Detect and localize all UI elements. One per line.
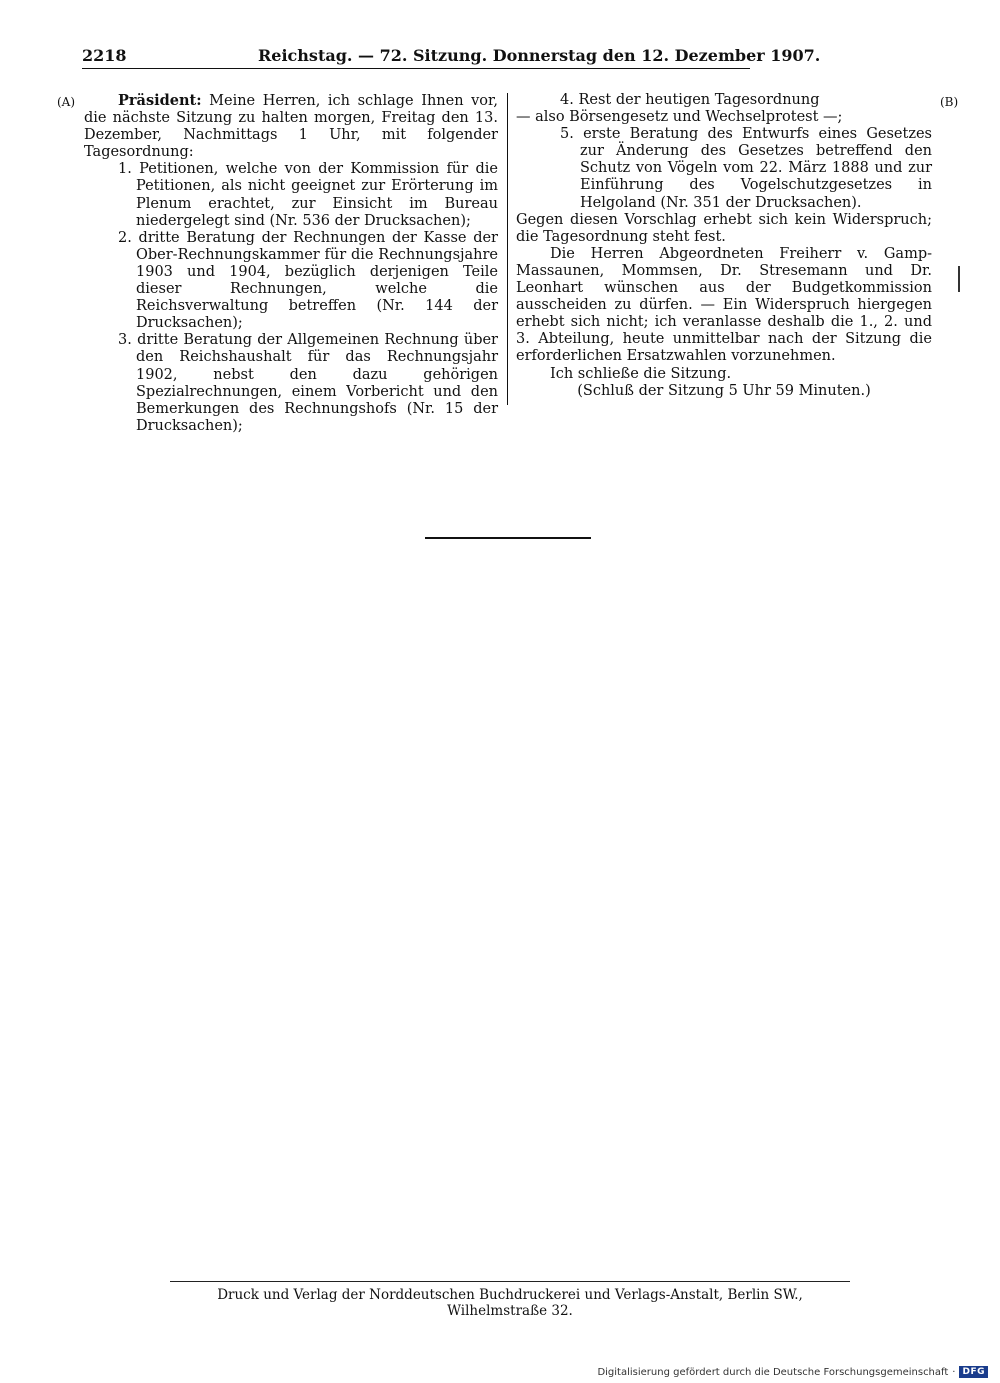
speaker-label: Präsident: <box>118 92 202 109</box>
column-divider <box>507 93 508 405</box>
agenda-item-5: 5. erste Beratung des Entwurfs eines Gesetzes zur Änderung des Gesetzes betreffend den Schutz von Vögeln vom 22. März 1888 und zur Einführung des Vogelschutzgesetzes in Helgoland (Nr. 351 der Drucksachen). <box>560 126 932 211</box>
digitization-text: Digitalisierung gefördert durch die Deutsche Forschungsgemeinschaft <box>597 1366 949 1378</box>
agenda-item-2: 2. dritte Beratung der Rechnungen der Kasse der Ober-Rechnungskammer für die Rechnungsjahre 1903 und 1904, bezüglich derjenigen Teile dieser Rechnungen, welche die Reichsverwaltung betreffen (Nr. 144 der Drucksachen); <box>118 229 498 332</box>
agenda-item-1: 1. Petitionen, welche von der Kommission für die Petitionen, als nicht geeignet zur Erörterung im Plenum erachtet, zur Einsicht im Bureau niedergelegt sind (Nr. 536 der Drucksachen); <box>118 161 498 229</box>
right-column <box>516 92 932 400</box>
no-objection-paragraph: Gegen diesen Vorschlag erhebt sich kein Widerspruch; die Tagesordnung steht fest. <box>516 211 932 245</box>
agenda-item-3: 3. dritte Beratung der Allgemeinen Rechnung über den Reichshaushalt für das Rechnungsjahr 1902, nebst den dazu gehörigen Spezialrechnungen, einem Vorbericht und den Bemerkungen des Rechnungshofs (Nr. 15 der Drucksachen); <box>118 332 498 434</box>
president-intro <box>84 92 498 161</box>
session-close-statement: Ich schließe die Sitzung. <box>550 365 732 382</box>
left-column <box>84 92 498 435</box>
page-header <box>82 46 821 69</box>
printer-imprint: Druck und Verlag der Norddeutschen Buchdruckerei und Verlags-Anstalt, Berlin SW., Wilhelmstraße 32. <box>217 1287 803 1319</box>
running-title: Reichstag. — 72. Sitzung. Donnerstag den 12. Dezember 1907. <box>258 46 821 65</box>
budget-commission-paragraph: Die Herren Abgeordneten Freiherr v. Gamp-Massaunen, Mommsen, Dr. Stresemann und Dr. Leonhart wünschen aus der Budgetkommission ausscheiden zu dürfen. — Ein Widerspruch hiergegen erhebt sich nicht; ich veranlasse deshalb die 1., 2. und 3. Abteilung, heute unmittelbar nach der Sitzung die erforderlichen Ersatzwahlen vorzunehmen. <box>516 245 932 365</box>
section-separator <box>425 537 591 539</box>
dfg-logo-icon: DFG <box>959 1366 988 1378</box>
intro-text: Meine Herren, ich schlage Ihnen vor, die nächste Sitzung zu halten morgen, Freitag den 13. Dezember, Nachmittags 1 Uhr, mit folgender Tagesordnung: <box>84 93 498 161</box>
margin-marker-a: (A) <box>57 95 76 109</box>
page-number: 2218 <box>82 46 127 65</box>
footer-divider <box>170 1281 850 1282</box>
agenda-item-4-continued: — also Börsengesetz und Wechselprotest —; <box>516 109 843 126</box>
margin-mark <box>958 266 960 292</box>
session-end-time: (Schluß der Sitzung 5 Uhr 59 Minuten.) <box>577 382 871 399</box>
margin-marker-b: (B) <box>940 95 959 109</box>
agenda-item-4: 4. Rest der heutigen Tagesordnung <box>560 92 820 108</box>
digitization-notice: Digitalisierung gefördert durch die Deutsche Forschungsgemeinschaft · DFG <box>597 1366 988 1378</box>
